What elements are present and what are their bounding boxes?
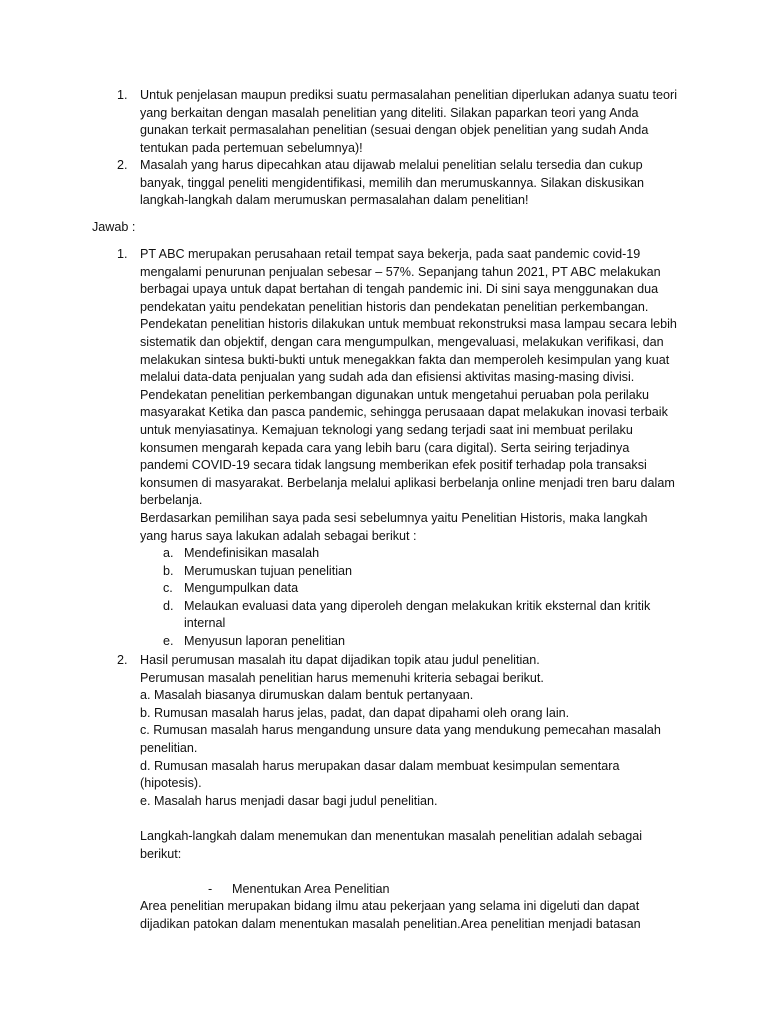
steps-intro: Langkah-langkah dalam menemukan dan menentukan masalah penelitian adalah sebagai berikut: [140,828,643,861]
list-item: a. Mendefinisikan masalah [163,546,320,561]
question-1-number: 1. [117,88,128,102]
answer-1 [117,246,677,651]
subheading-area: Menentukan Area Penelitian [232,881,390,896]
answer-2-number: 2. [117,653,128,667]
list-item: c. Mengumpulkan data [163,581,299,596]
answer-1-number: 1. [117,247,128,261]
answer-1-steps-intro: Berdasarkan pemilihan saya pada sesi sebelumnya yaitu Penelitian Historis, maka langkah yang harus saya lakukan adalah sebagai berikut : [140,510,648,543]
dash-bullet: - [208,881,213,896]
area-paragraph: Area penelitian merupakan bidang ilmu atau pekerjaan yang selama ini digeluti dan dapat dijadikan patokan dalam menentukan masalah penelitian.Area penelitian menjadi batasan [140,899,641,931]
answer-2-line-2: Perumusan masalah penelitian harus memenuhi kriteria sebagai berikut. [140,670,544,685]
answer-1-paragraph: PT ABC merupakan perusahaan retail tempat saya bekerja, pada saat pandemic covid-19 mengalami penurunan penjualan sebesar – 57%. Sepanjang tahun 2021, PT ABC melakukan berbagai upaya untuk dapat bertahan di tengah pandemic ini. Di sini saya menggunakan dua pendekatan yaitu pendekatan penelitian historis dan pendekatan penelitian perkembangan. Pendekatan penelitian historis dilakukan untuk membuat rekonstruksi masa lampau secara lebih sistematik dan objektif, dengan cara mengumpulkan, mengevaluasi, melakukan verifikasi, dan melakukan sintesa bukti-bukti untuk menegakkan fakta dan memperoleh kesimpulan yang kuat melalui data-data penjualan yang sudah ada dan efisiensi aktivitas masing-masing divisi. Pendekatan penelitian perkembangan digunakan untuk mengetahui peruaban pola perilaku masyarakat Ketika dan pasca pandemic, sehingga perusaaan dapat melakukan inovasi terbaik untuk menyiasatinya. Kemajuan teknologi yang sedang terjadi saat ini membuat perilaku konsumen mengarah kepada cara yang lebih baru (cara digital). Serta seiring terjadinya pandemi COVID-19 secara tidak langsung memberikan efek positif terhadap pola transaksi konsumen di masyarakat. Berbelanja melalui aplikasi berbelanja online menjadi tren baru dalam berbelanja. [140,247,677,508]
criteria-b: b. Rumusan masalah harus jelas, padat, dan dapat dipahami oleh orang lain. [140,705,570,720]
blank-line [140,810,677,828]
subheading-row [140,881,677,899]
list-item: d. Melaukan evaluasi data yang diperoleh dengan melakukan kritik eksternal dan kritik internal [163,598,651,631]
answer-2 [117,652,677,934]
list-item: b. Merumuskan tujuan penelitian [163,563,353,578]
blank-line [140,863,677,881]
historical-steps-list [140,545,677,651]
criteria-c: c. Rumusan masalah harus mengandung unsure data yang mendukung pemecahan masalah penelitian. [140,723,661,755]
jawab-label: Jawab : [92,220,136,234]
criteria-a: a. Masalah biasanya dirumuskan dalam bentuk pertanyaan. [140,688,474,703]
answer-2-line-1: Hasil perumusan masalah itu dapat dijadikan topik atau judul penelitian. [140,653,540,667]
question-2-text: Masalah yang harus dipecahkan atau dijawab melalui penelitian selalu tersedia dan cukup banyak, tinggal peneliti mengidentifikasi, memilih dan merumuskannya. Silakan diskusikan langkah-langkah dalam merumuskan permasalahan dalam penelitian! [140,158,645,208]
question-1-text: Untuk penjelasan maupun prediksi suatu permasalahan penelitian diperlukan adanya suatu teori yang berkaitan dengan masalah penelitian yang diteliti. Silakan paparkan teori yang Anda gunakan terkait permasalahan penelitian (sesuai dengan objek penelitian yang sudah Anda tentukan pada pertemuan sebelumnya)! [140,88,677,155]
criteria-e: e. Masalah harus menjadi dasar bagi judul penelitian. [140,793,438,808]
question-1 [117,87,677,157]
question-2-number: 2. [117,158,128,172]
question-2 [117,157,677,210]
list-item: e. Menyusun laporan penelitian [163,634,346,649]
criteria-d: d. Rumusan masalah harus merupakan dasar dalam membuat kesimpulan sementara (hipotesis). [140,758,620,791]
